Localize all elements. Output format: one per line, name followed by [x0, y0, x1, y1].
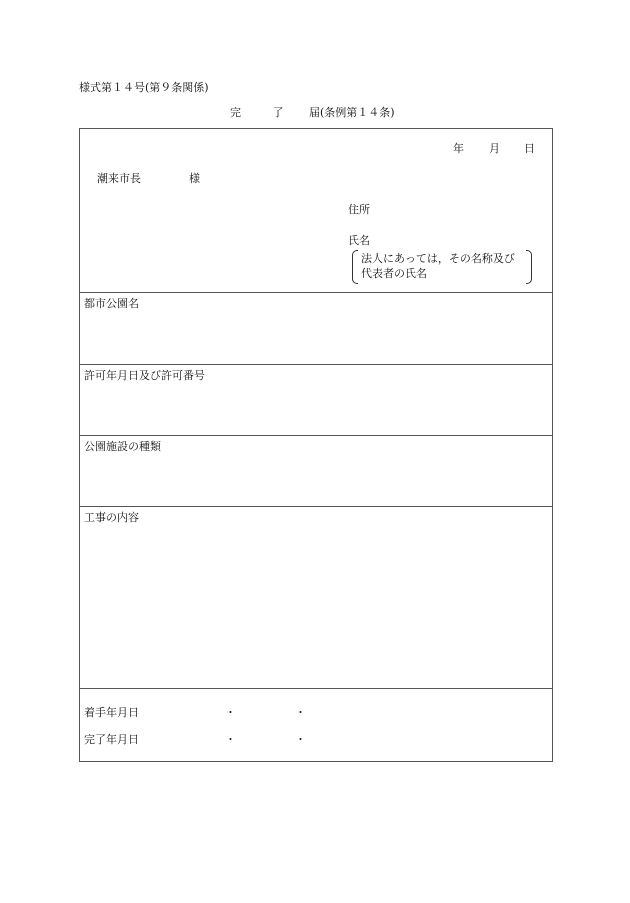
date-year-label: 年 — [453, 142, 464, 155]
bracket-right — [526, 250, 532, 284]
date-month-label: 月 — [489, 142, 500, 155]
start-date-label: 着手年月日 — [84, 706, 139, 719]
bracket-left — [352, 250, 358, 284]
facility-type-label: 公園施設の種類 — [84, 440, 161, 453]
note-line-1: 法人にあっては，その名称及び — [361, 252, 515, 265]
title-char-2: 了 — [272, 106, 284, 119]
addressee-name: 潮来市長 — [97, 172, 141, 185]
title-char-1: 完 — [230, 106, 241, 119]
end-date-separator: ・ — [225, 733, 236, 746]
row-divider — [80, 364, 552, 365]
end-date-separator: ・ — [295, 733, 306, 746]
start-date-separator: ・ — [225, 706, 236, 719]
work-content-label: 工事の内容 — [84, 511, 139, 524]
permit-label: 許可年月日及び許可番号 — [84, 369, 205, 382]
corporation-note — [352, 250, 532, 284]
end-date-label: 完了年月日 — [84, 733, 139, 746]
row-divider — [80, 506, 552, 507]
note-line-2: 代表者の氏名 — [361, 267, 427, 280]
title-char-3: 届(条例第１４条) — [309, 106, 395, 119]
form-number: 様式第１４号(第９条関係) — [79, 81, 209, 94]
park-name-label: 都市公園名 — [84, 297, 139, 310]
document-title — [230, 106, 395, 120]
name-label: 氏名 — [348, 234, 370, 247]
row-divider — [80, 435, 552, 436]
address-label: 住所 — [348, 203, 370, 216]
row-divider — [80, 688, 552, 689]
addressee-honorific: 様 — [189, 172, 200, 185]
date-day-label: 日 — [524, 142, 535, 155]
start-date-separator: ・ — [295, 706, 306, 719]
row-divider — [80, 292, 552, 293]
